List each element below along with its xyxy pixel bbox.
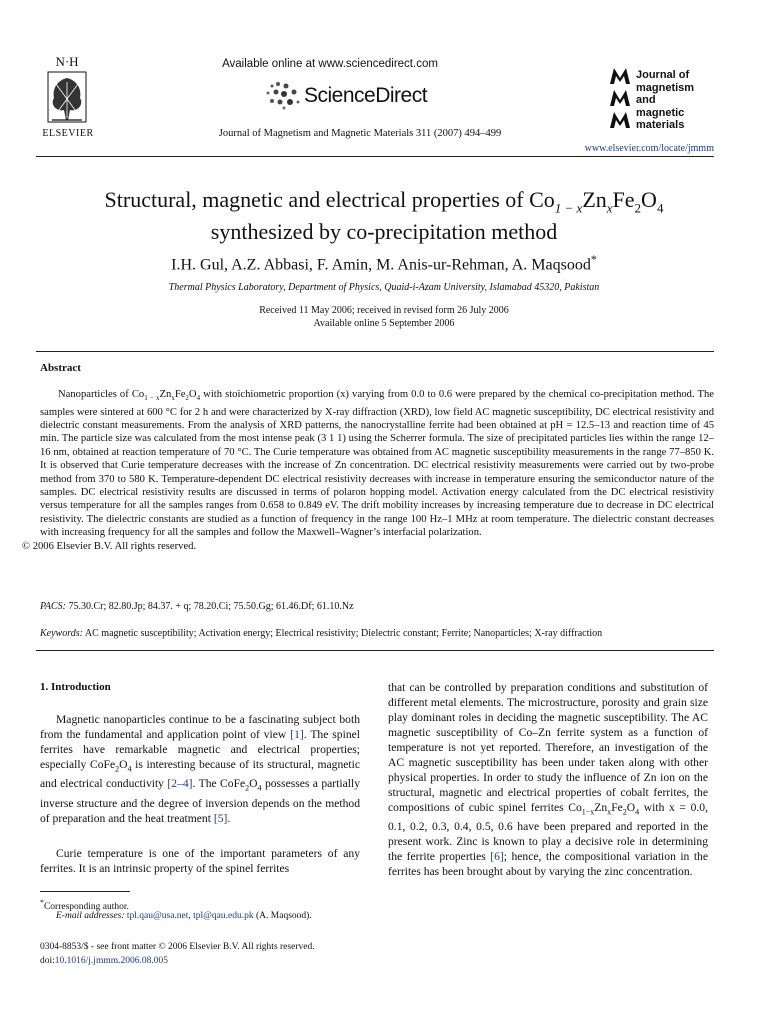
abstract-copyright: © 2006 Elsevier B.V. All rights reserved. <box>22 540 197 552</box>
sciencedirect-dots-icon <box>262 80 302 110</box>
author-list: I.H. Gul, A.Z. Abbasi, F. Amin, M. Anis-ur-Rehman, A. Maqsood* <box>171 252 597 274</box>
journal-logo-line: materials <box>636 119 685 131</box>
issn-copyright: 0304-8853/$ - see front matter © 2006 Elsevier B.V. All rights reserved. <box>40 942 315 952</box>
journal-logo <box>608 66 718 132</box>
journal-url-link[interactable]: www.elsevier.com/locate/jmmm <box>584 143 714 154</box>
corresponding-author-footnote: *Corresponding author. <box>40 898 129 913</box>
journal-logo-line: magnetic <box>636 107 685 119</box>
journal-logo-line: magnetism <box>636 82 695 94</box>
abstract-text: Nanoparticles of $Co_{1 - x}Zn_xFe_2O_4$ with stoichiometric proportion (x) varying from 0.0 to 0.6 were prepared by the chemical co-precipitation method. The samples were sintered at 600 °C for 2 h and were characterized by X-ray diffraction (XRD), low field AC magnetic susceptibility, DC electrical resistivity and dielectric constant measurements. From the analysis of XRD patterns, the nanocrystalline ferrite had been obtained at pH = 12.5–13 and reaction time of 45 min. The particle size was calculated from the most intense peak (3 1 1) using the Scherrer formula. The size of precipitated particles lies within the range 12–16 nm, obtained at reaction temperature of 70 °C. The Curie temperature was obtained from AC magnetic susceptibility measurements in the range 77–850 K. It is observed that Curie temperature decreases with the increase of Zn concentration. DC electrical resistivity measurements were carried out by two-probe method from 370 to 580 K. Temperature-dependent DC electrical resistivity decreases with increase in temperature ensuring the semiconductor nature of the samples. DC electrical resistivity results are discussed in terms of polaron hopping model. Activation energy calculated from the DC electrical resistivity versus temperature for all the samples ranges from 0.658 to 0.849 eV. The drift mobility increases by increasing temperature due to decrease in DC electrical resistivity. The dielectric constants are studied as a function of frequency in the range 100 Hz–1 MHz at room temperature. The dielectric constant decreases with increasing frequency for all the samples and follow the Maxwell–Wagner’s interfacial polarization. © 2006 Elsevier B.V. All rights reserved. <box>22 389 714 552</box>
journal-citation: Journal of Magnetism and Magnetic Materials 311 (2007) 494–499 <box>218 128 502 139</box>
received-dates: Received 11 May 2006; received in revised form 26 July 2006 Available online 5 September 2006 <box>259 305 509 329</box>
reference-link[interactable]: [5] <box>213 811 228 825</box>
abstract-heading: Abstract <box>40 362 81 374</box>
affiliation: Thermal Physics Laboratory, Department of Physics, Quaid-i-Azam University, Islamabad 45320, Pakistan <box>168 282 600 293</box>
corresponding-author-mark: * <box>590 252 597 266</box>
keywords-divider <box>36 650 714 651</box>
article-title-line2: synthesized by co-precipitation method <box>210 219 558 245</box>
intro-paragraph-1: Magnetic nanoparticles continue to be a fascinating subject both from the fundamental and application point of view [1]. The spinel ferrites have remarkable magnetic and electrical properties; especially $CoFe_2O_4$ is interesting because of its structural, magnetic and electrical conductivity [2–4]. The $CoFe_2O_4$ possesses a partially inverse structure and the degree of inversion depends on the method of preparation and the heat treatment [5]. <box>40 713 361 825</box>
sciencedirect-wordmark: ScienceDirect <box>304 84 428 107</box>
section-heading-introduction: 1. Introduction <box>40 681 111 693</box>
reference-link[interactable]: [2–4] <box>167 777 193 791</box>
pacs-codes: PACS: 75.30.Cr; 82.80.Jp; 84.37. + q; 78.20.Ci; 75.50.Gg; 61.46.Df; 61.10.Nz <box>40 601 354 612</box>
header-divider <box>36 156 714 157</box>
doi-line: doi:10.1016/j.jmmm.2006.08.005 <box>40 956 168 966</box>
publisher-name: ELSEVIER <box>42 128 94 139</box>
email-link[interactable]: tpl@qau.edu.pk <box>193 911 254 921</box>
journal-logo-line: Journal of <box>636 69 690 81</box>
elsevier-tree-logo <box>38 54 96 138</box>
keywords: Keywords: AC magnetic susceptibility; Activation energy; Electrical resistivity; Dielectric constant; Ferrite; Nanoparticles; X-ray diffraction <box>40 628 603 639</box>
email-link[interactable]: tpl.qau@usa.net <box>126 911 189 921</box>
intro-paragraph-2: Curie temperature is one of the important parameters of any ferrites. It is an intrinsic property of the spinel ferrites <box>40 847 360 875</box>
article-title: Structural, magnetic and electrical properties of $Co_{1 - x}Zn_xFe_2O_4$ synthesized by co-precipitation method <box>104 187 664 245</box>
available-online-text: Available online at www.sciencedirect.com <box>222 58 438 70</box>
intro-paragraph-continued: that can be controlled by preparation conditions and substitution of different metal elements. The microstructure, porosity and grain size play dominant roles in deciding the magnetic susceptibility. The AC magnetic susceptibility of Co–Zn ferrite system as a function of temperature is not yet reported. Therefore, an investigation of the AC magnetic susceptibility has been under taken along with other physical properties. In order to study the influence of Zn ion on the structural, magnetic and electrical properties of cobalt ferrites, the compositions of cubic spinel ferrites $Co_{1-x}Zn_xFe_2O_4$ with x = 0.0, 0.1, 0.2, 0.3, 0.4, 0.5, 0.6 have been prepared and reported in the present work. Zinc is known to play a decisive role in determining the ferrite properties [6]; hence, the compositional variation in the ferrites has been brought about by varying the zinc concentration. <box>388 681 708 879</box>
doi-link[interactable]: 10.1016/j.jmmm.2006.08.005 <box>54 956 168 966</box>
reference-link[interactable]: [6] <box>490 850 504 864</box>
email-footnote: E-mail addresses: tpl.qau@usa.net, tpl@qau.edu.pk (A. Maqsood). <box>56 911 312 921</box>
footnote-divider <box>40 891 130 892</box>
publisher-mark: N·H <box>55 54 79 69</box>
journal-logo-line: and <box>636 94 656 106</box>
abstract-divider <box>36 351 714 352</box>
reference-link[interactable]: [1] <box>290 728 304 741</box>
